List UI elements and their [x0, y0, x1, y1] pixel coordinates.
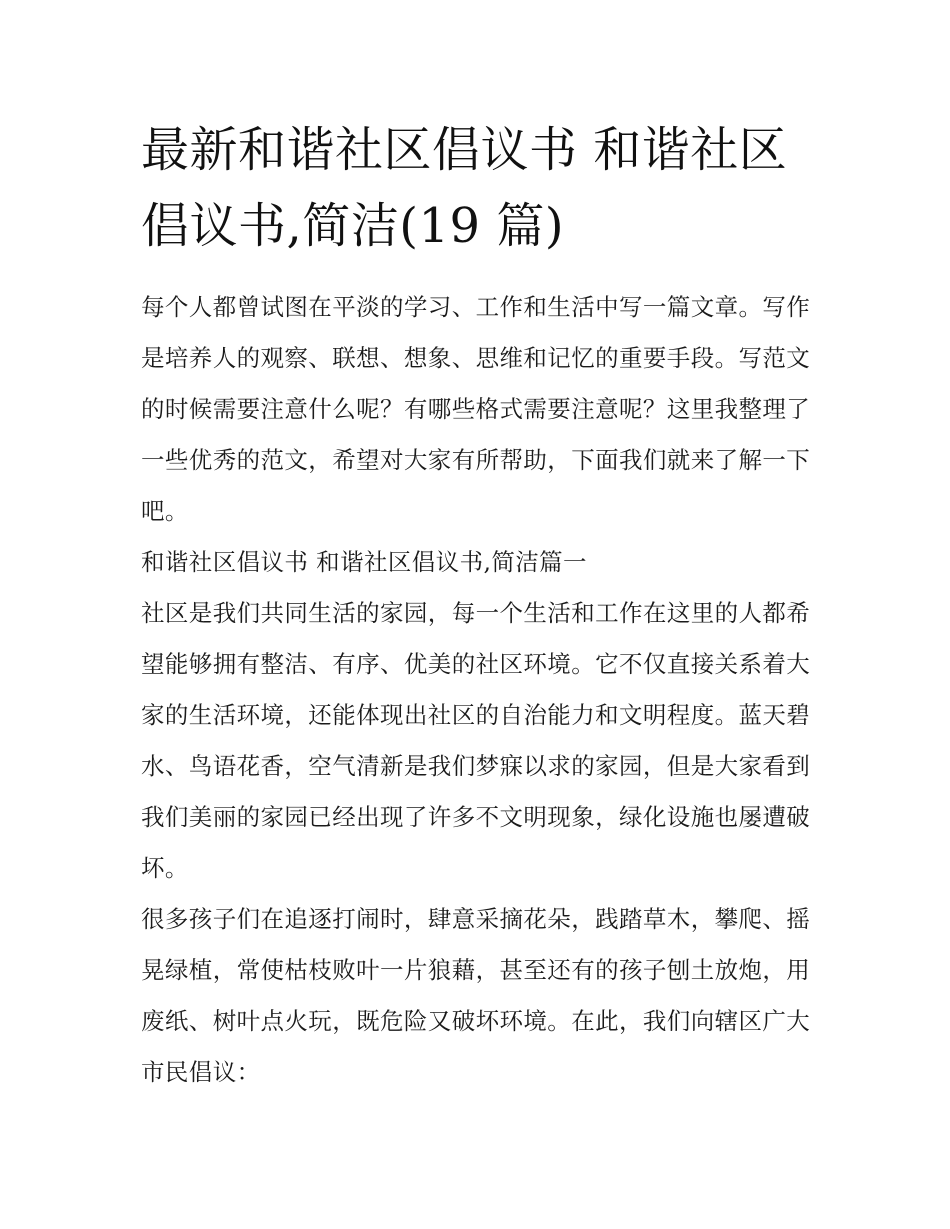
section-heading: 和谐社区倡议书 和谐社区倡议书,简洁篇一	[141, 548, 587, 576]
body-paragraph: 很多孩子们在追逐打闹时，肆意采摘花朵，践踏草木，攀爬、摇晃绿植，常使枯枝败叶一片狼藉，甚至还有的孩子刨土放炮，用废纸、树叶点火玩，既危险又破坏环境。在此，我们向辖区广大市民倡议：	[141, 905, 811, 1086]
document-body	[141, 282, 813, 1098]
document-content	[141, 112, 813, 1098]
document-title: 最新和谐社区倡议书 和谐社区倡议书,简洁(19 篇)	[141, 122, 788, 254]
body-paragraph: 社区是我们共同生活的家园，每一个生活和工作在这里的人都希望能够拥有整洁、有序、优美的社区环境。它不仅直接关系着大家的生活环境，还能体现出社区的自治能力和文明程度。蓝天碧水、鸟语花香，空气清新是我们梦寐以求的家园，但是大家看到我们美丽的家园已经出现了许多不文明现象，绿化设施也屡遭破坏。	[141, 599, 811, 882]
intro-paragraph: 每个人都曾试图在平淡的学习、工作和生活中写一篇文章。写作是培养人的观察、联想、想象、思维和记忆的重要手段。写范文的时候需要注意什么呢？有哪些格式需要注意呢？这里我整理了一些优秀的范文，希望对大家有所帮助，下面我们就来了解一下吧。	[141, 293, 811, 525]
